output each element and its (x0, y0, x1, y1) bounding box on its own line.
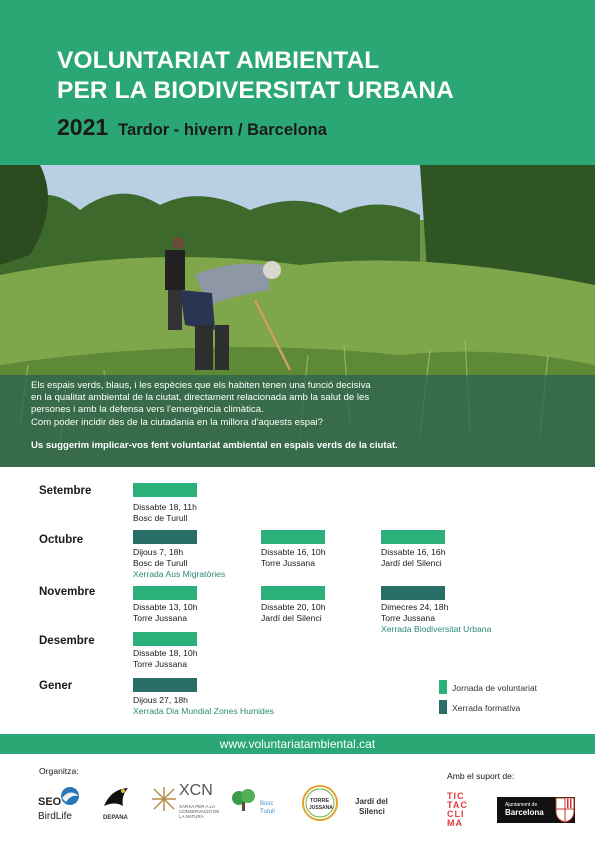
month-novembre: Novembre (39, 586, 96, 598)
event-place: Torre Jussana (381, 613, 435, 623)
legend-volunteer-swatch (439, 680, 447, 694)
event-bar-talk (133, 678, 197, 692)
subtitle (57, 114, 327, 141)
support-label: Amb el suport de: (447, 771, 515, 781)
seo-text: SEO (38, 796, 62, 808)
event-place: Torre Jussana (261, 558, 315, 568)
event-place: Torre Jussana (133, 659, 187, 669)
tic-text: TIC (447, 791, 465, 801)
event-bar-volunteer (133, 483, 197, 497)
event-talk-title: Xerrada Dia Mundial Zones Humides (133, 706, 274, 716)
xcn-text: XCN (179, 782, 213, 799)
xcn-subtext: XARXA PER A LA CONSERVACIÓ DE LA NATURA (179, 804, 220, 819)
torre-text: TORRE (310, 798, 330, 804)
event-date: Dissabte 16, 10h (261, 547, 326, 557)
event-bar-volunteer (133, 632, 197, 646)
organizer-label: Organitza: (39, 766, 79, 776)
event-date: Dijous 27, 18h (133, 695, 188, 705)
intro-line-4: Com poder incidir des de la ciutadania en la millora d'aquests espai? (31, 416, 323, 428)
intro-line-1: Els espais verds, blaus, i les espècies que els habiten tenen una funció decisiva (31, 380, 371, 391)
title-line-1: VOLUNTARIAT AMBIENTAL (57, 47, 380, 74)
tictacclima-logo (447, 792, 483, 830)
depana-logo (101, 784, 131, 824)
event-date: Dissabte 18, 10h (133, 648, 198, 658)
page-title (57, 46, 454, 106)
ma-text: MA (447, 818, 463, 828)
intro-text (31, 380, 471, 429)
event-place: Bosc de Turull (133, 558, 188, 568)
tac-text: TAC (447, 800, 468, 810)
turull-text: Turull (260, 809, 275, 815)
torre-jussana-logo (301, 784, 339, 822)
jardi-silenci-logo-line2: Silenci (359, 807, 385, 816)
cli-text: CLI (447, 809, 465, 819)
intro-line-2: en la qualitat ambiental de la ciutat, directament relacionada amb la salut de les (31, 392, 370, 404)
event-place: Jardí del Silenci (381, 558, 442, 568)
event-date: Dissabte 20, 10h (261, 602, 326, 612)
depana-text: DEPANA (103, 815, 128, 821)
jussana-text: JUSSANA (309, 805, 333, 811)
legend-talk-label: Xerrada formativa (452, 703, 521, 713)
seo-birdlife-logo (38, 786, 82, 830)
season-location: Tardor - hivern / Barcelona (118, 121, 327, 139)
month-octubre: Octubre (39, 534, 84, 546)
legend-talk-swatch (439, 700, 447, 714)
event-bar-volunteer (261, 530, 325, 544)
birdlife-text: BirdLife (38, 811, 72, 822)
month-gener: Gener (39, 680, 73, 692)
month-desembre: Desembre (39, 635, 95, 647)
barcelona-shield-icon (555, 797, 575, 823)
intro-line-3: persones i amb la defensa vers l'emergència climàtica. (31, 404, 264, 416)
event-date: Dijous 7, 18h (133, 547, 184, 557)
event-place: Bosc de Turull (133, 513, 188, 523)
ajuntament-text: Ajuntament de (505, 802, 538, 808)
event-bar-volunteer (381, 530, 445, 544)
event-talk-title: Xerrada Biodiversitat Urbana (381, 624, 492, 634)
event-date: Dissabte 13, 10h (133, 602, 198, 612)
event-date: Dissabte 16, 16h (381, 547, 446, 557)
event-bar-volunteer (261, 586, 325, 600)
event-place: Jardí del Silenci (261, 613, 322, 623)
event-bar-volunteer (133, 586, 197, 600)
bosc-text: Bosc (260, 801, 274, 807)
event-date: Dimecres 24, 18h (381, 602, 449, 612)
legend-volunteer-label: Jornada de voluntariat (452, 683, 538, 693)
year: 2021 (57, 114, 109, 140)
title-line-2: PER LA BIODIVERSITAT URBANA (57, 77, 454, 104)
intro-highlight: Us suggerim implicar-vos fent voluntariat ambiental en espais verds de la ciutat. (31, 440, 398, 451)
barcelona-text: Barcelona (505, 808, 544, 817)
month-setembre: Setembre (39, 485, 92, 497)
website-link[interactable]: www.voluntariatambiental.cat (219, 737, 376, 751)
bosc-turull-logo (229, 788, 289, 824)
jardi-silenci-logo-line1: Jardí del (355, 797, 388, 806)
xcn-logo (151, 782, 221, 826)
event-date: Dissabte 18, 11h (133, 502, 197, 512)
event-talk-title: Xerrada Aus Migratòries (133, 569, 226, 579)
event-place: Torre Jussana (133, 613, 187, 623)
event-bar-talk (133, 530, 197, 544)
event-bar-talk (381, 586, 445, 600)
